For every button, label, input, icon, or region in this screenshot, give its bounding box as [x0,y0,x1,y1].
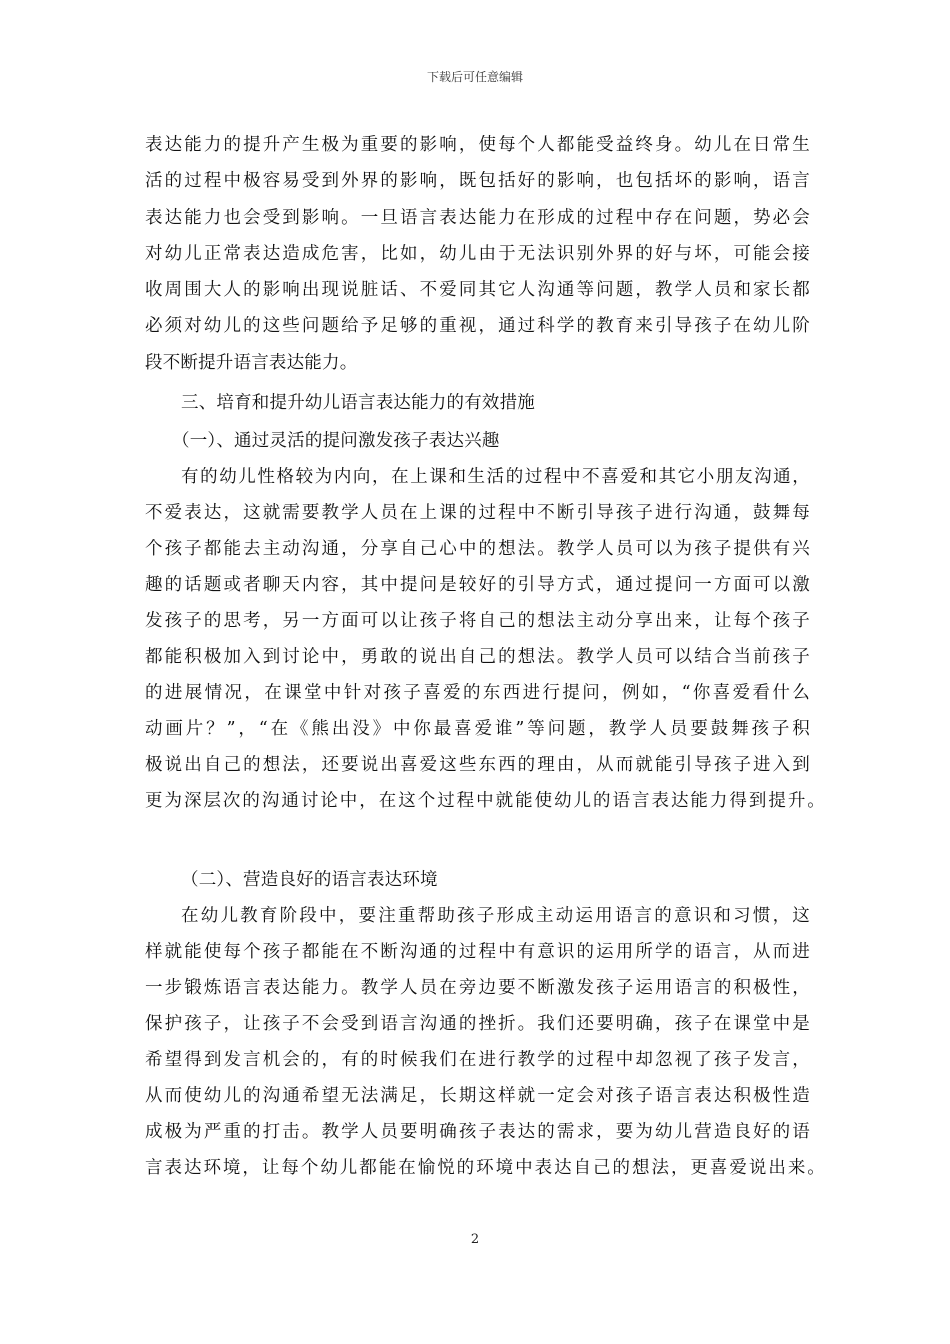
body-line: 对幼儿正常表达造成危害，比如，幼儿由于无法识别外界的好与坏，可能会接 [145,244,810,264]
section-heading: 三、培育和提升幼儿语言表达能力的有效措施 [181,393,535,413]
body-line: 从而使幼儿的沟通希望无法满足，长期这样就一定会对孩子语言表达积极性造 [145,1086,810,1106]
body-line: 动画片？”，“在《熊出没》中你最喜爱谁”等问题，教学人员要鼓舞孩子积 [145,719,810,739]
body-line: 趣的话题或者聊天内容，其中提问是较好的引导方式，通过提问一方面可以激 [145,575,810,595]
body-line: 极说出自己的想法，还要说出喜爱这些东西的理由，从而就能引导孩子进入到 [145,755,810,775]
body-line: 表达能力的提升产生极为重要的影响，使每个人都能受益终身。幼儿在日常生 [145,135,810,155]
body-line: 希望得到发言机会的，有的时候我们在进行教学的过程中却忽视了孩子发言， [145,1050,810,1070]
body-line: 有的幼儿性格较为内向，在上课和生活的过程中不喜爱和其它小朋友沟通， [181,467,810,487]
body-line: 个孩子都能去主动沟通，分享自己心中的想法。教学人员可以为孩子提供有兴 [145,539,810,559]
body-line: 样就能使每个孩子都能在不断沟通的过程中有意识的运用所学的语言，从而进 [145,942,810,962]
body-line: 表达能力也会受到影响。一旦语言表达能力在形成的过程中存在问题，势必会 [145,208,810,228]
body-line: 收周围大人的影响出现说脏话、不爱同其它人沟通等问题，教学人员和家长都 [145,280,810,300]
subsection-heading: （一）、通过灵活的提问激发孩子表达兴趣 [172,431,500,451]
body-line: 活的过程中极容易受到外界的影响，既包括好的影响，也包括坏的影响，语言 [145,171,810,191]
subsection-heading: （二）、营造良好的语言表达环境 [181,870,438,890]
body-line: 不爱表达，这就需要教学人员在上课的过程中不断引导孩子进行沟通，鼓舞每 [145,503,810,523]
body-line: 都能积极加入到讨论中，勇敢的说出自己的想法。教学人员可以结合当前孩子 [145,647,810,667]
body-line: 发孩子的思考，另一方面可以让孩子将自己的想法主动分享出来，让每个孩子 [145,611,810,631]
body-line: 成极为严重的打击。教学人员要明确孩子表达的需求，要为幼儿营造良好的语 [145,1122,810,1142]
page-header: 下载后可任意编辑 [426,70,523,84]
body-line: 保护孩子，让孩子不会受到语言沟通的挫折。我们还要明确，孩子在课堂中是 [145,1014,810,1034]
body-line: 必须对幼儿的这些问题给予足够的重视，通过科学的教育来引导孩子在幼儿阶 [145,316,810,336]
body-line: 在幼儿教育阶段中，要注重帮助孩子形成主动运用语言的意识和习惯，这 [181,906,810,926]
body-line: 一步锻炼语言表达能力。教学人员在旁边要不断激发孩子运用语言的积极性， [145,978,810,998]
body-line: 更为深层次的沟通讨论中，在这个过程中就能使幼儿的语言表达能力得到提升。 [145,791,825,811]
body-line: 段不断提升语言表达能力。 [145,353,358,373]
body-line: 言表达环境，让每个幼儿都能在愉悦的环境中表达自己的想法，更喜爱说出来。 [145,1158,825,1178]
page-number: 2 [470,1232,480,1247]
body-line: 的进展情况，在课堂中针对孩子喜爱的东西进行提问，例如，“你喜爱看什么 [145,683,810,703]
